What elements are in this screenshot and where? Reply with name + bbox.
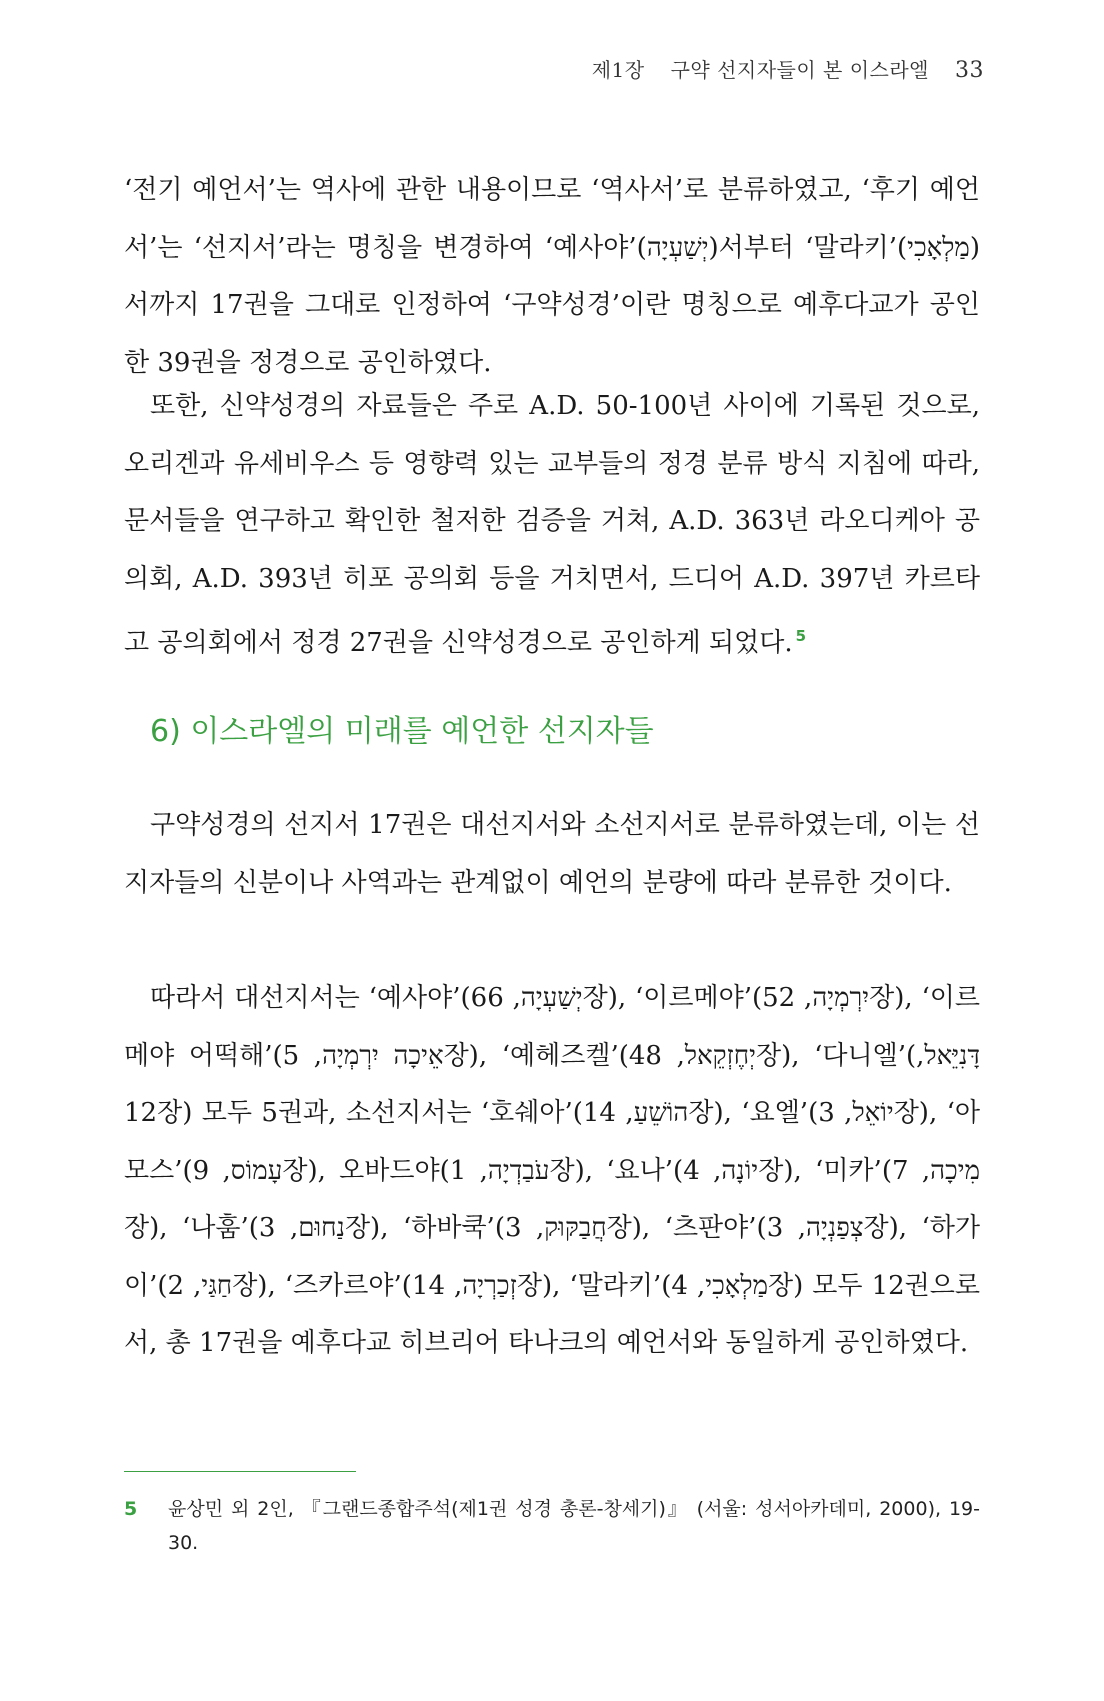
paragraph-4 — [124, 970, 980, 1373]
footnote-text: 윤상민 외 2인, 『그랜드종합주석(제1권 성경 총론-창세기)』 (서울: 성서아카데미, 2000), 19-30. — [168, 1498, 980, 1554]
paragraph-text: 구약성경의 선지서 17권은 대선지서와 소선지서로 분류하였는데, 이는 선지자들의 신분이나 사역과는 관계없이 예언의 분량에 따라 분류한 것이다. — [124, 810, 980, 898]
paragraph-text: 따라서 대선지서는 ‘예사야’(יְשַׁעְיָה, 66장), ‘이르메야’(יִרְמְיָה, 52장), ‘이르메야 어떡해’(אֵיכָה יִרְמְיָה, 5장), ‘예헤즈켈’(יְחֶזְקֵאל, 48장), ‘다니엘’(דָּנִיֵּאל, 12장) 모두 5권과, 소선지서는 ‘호쉐아’(הוֹשֵׁעַ, 14장), ‘요엘’(יוֹאֵל, 3장), ‘아모스’(עָמוֹס, 9장), 오바드야(עֹבַדְיָה, 1장), ‘요나’(יוֹנָה, 4장), ‘미카’(מִיכָה, 7장), ‘나훔’(נַחוּם, 3장), ‘하바쿡’(חֲבַקּוּק, 3장), ‘츠판야’(צְפַנְיָה, 3장), ‘하가이’(חַגַּי, 2장), ‘즈카르야’(זְכַרְיָה, 14장), ‘말라키’(מַלְאָכִי, 4장) 모두 12권으로서, 총 17권을 예후다교 히브리어 타나크의 예언서와 동일하게 공인하였다. — [124, 983, 981, 1358]
paragraph-text-body: 또한, 신약성경의 자료들은 주로 A.D. 50-100년 사이에 기록된 것으로, 오리겐과 유세비우스 등 영향력 있는 교부들의 정경 분류 방식 지침에 따라, 문서들을 연구하고 확인한 철저한 검증을 거쳐, A.D. 363년 라오디케아 공의회, A.D. 393년 히포 공의회 등을 거치면서, 드디어 A.D. 397년 카르타고 공의회에서 정경 27권을 신약성경으로 공인하게 되었다. — [124, 391, 980, 658]
paragraph-2 — [124, 378, 980, 673]
paragraph-1 — [124, 162, 980, 392]
page-number: 33 — [955, 58, 984, 83]
footnote-number: 5 — [124, 1498, 138, 1520]
footnote-reference[interactable]: 5 — [795, 627, 807, 645]
paragraph-text: ‘전기 예언서’는 역사에 관한 내용이므로 ‘역사서’로 분류하였고, ‘후기 예언서’는 ‘선지서’라는 명칭을 변경하여 ‘예사야’(יְשַׁעְיָה)서부터 ‘말라키’(מַלְאָכִי)서까지 17권을 그대로 인정하여 ‘구약성경’이란 명칭으로 예후다교가 공인한 39권을 정경으로 공인하였다. — [124, 175, 980, 378]
footnote — [124, 1492, 980, 1560]
running-header — [592, 54, 984, 83]
footnote-divider — [124, 1471, 356, 1472]
section-heading: 6) 이스라엘의 미래를 예언한 선지자들 — [150, 714, 654, 749]
paragraph-3 — [124, 797, 980, 912]
paragraph-text — [124, 378, 980, 673]
chapter-label: 제1장 — [591, 58, 645, 82]
chapter-title: 구약 선지자들이 본 이스라엘 — [670, 58, 929, 82]
